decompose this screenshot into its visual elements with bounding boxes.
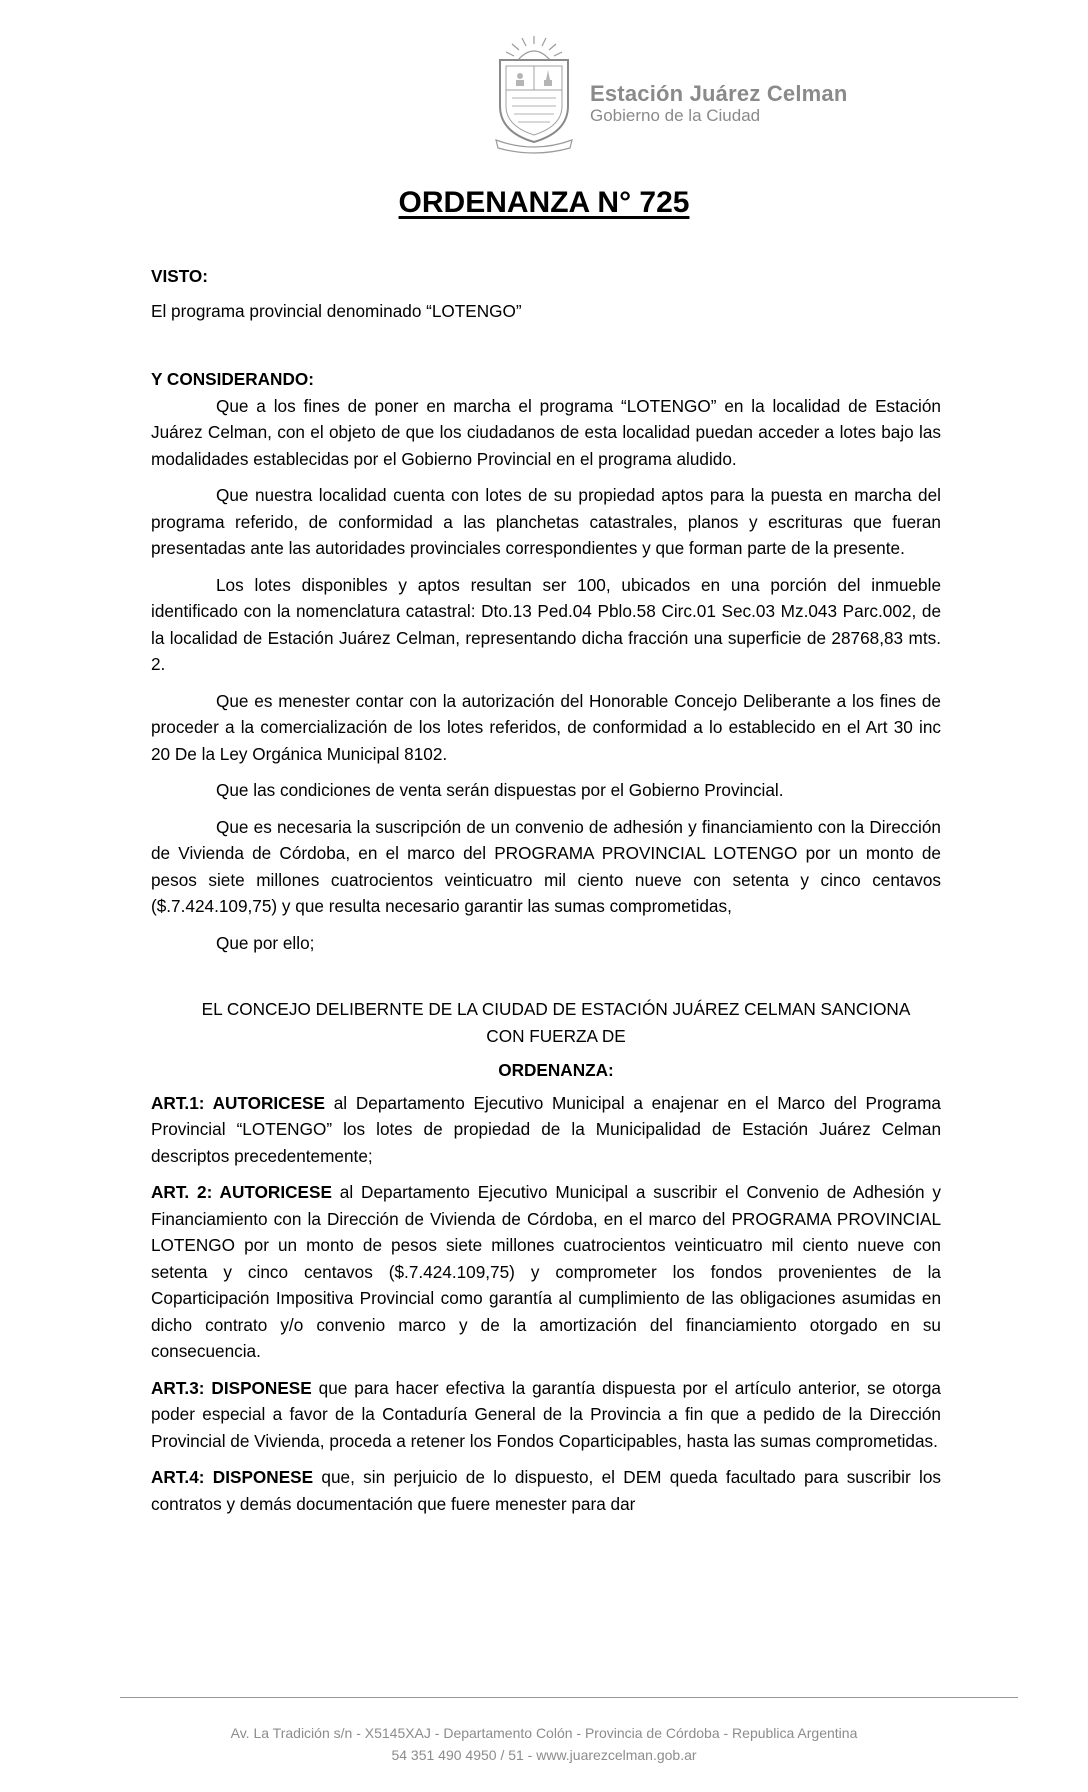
article-4: [151, 1464, 941, 1517]
considerando-paragraph: Que a los fines de poner en marcha el programa “LOTENGO” en la localidad de Estación Juárez Celman, con el objeto de que los ciudadanos de esta localidad puedan acceder a lotes bajo las modalidades establecidas por el Gobierno Provincial en el programa aludido.: [151, 395, 941, 469]
considerando-paragraph: Que nuestra localidad cuenta con lotes de su propiedad aptos para la puesta en marcha del programa referido, de conformidad a las planchetas catastrales, planos y escrituras que fueran presentadas ante las autoridades provinciales correspondientes y que forman parte de la presente.: [151, 485, 941, 558]
org-subtitle: Gobierno de la Ciudad: [590, 106, 761, 125]
considerando-paragraph: Que las condiciones de venta serán dispuestas por el Gobierno Provincial.: [216, 780, 784, 800]
article-label: ART.3: DISPONESE: [151, 1377, 312, 1398]
considerando-paragraph: Que por ello;: [216, 932, 315, 953]
considerando-paragraph: Los lotes disponibles y aptos resultan ser 100, ubicados en una porción del inmueble identificado con la nomenclatura catastral: Dto.13 Ped.04 Pblo.58 Circ.01 Sec.03 Mz.043 Parc.002, de la localidad de Estación Juárez Celman, representando dicha fracción una superficie de 28768,83 mts. 2.: [151, 574, 941, 674]
article-3: [151, 1375, 941, 1455]
coat-of-arms-logo: [492, 36, 576, 154]
considerando-paragraph: Que es necesaria la suscripción de un convenio de adhesión y financiamiento con la Dirección de Vivienda de Córdoba, en el marco del PROGRAMA PROVINCIAL LOTENGO por un monto de pesos siete millones cuatrocientos veinticuatro mil ciento nueve con setenta y cinco centavos ($.7.424.109,75) y que resulta necesario garantir las sumas comprometidas,: [151, 816, 941, 916]
article-label: ART.4: DISPONESE: [151, 1467, 314, 1487]
considerando-heading: Y CONSIDERANDO:: [151, 369, 314, 389]
article-2: [151, 1179, 941, 1365]
article-label: ART. 2: AUTORICESE: [151, 1182, 332, 1202]
footer-address: Av. La Tradición s/n - X5145XAJ - Departamento Colón - Provincia de Córdoba - Republica Argentina: [230, 1725, 858, 1741]
article-text: que, sin perjuicio de lo dispuesto, el DEM queda facultado para suscribir los contratos y demás documentación que fuere menester para dar: [151, 1467, 941, 1514]
footer-contact: 54 351 490 4950 / 51 - www.juarezcelman.gob.ar: [391, 1747, 697, 1763]
document-title: ORDENANZA N° 725: [398, 186, 690, 219]
considerando-paragraph: Que es menester contar con la autorización del Honorable Concejo Deliberante a los fines de proceder a la comercialización de los lotes referidos, de conformidad a lo establecido en el Art 30 inc 20 De la Ley Orgánica Municipal 8102.: [151, 690, 941, 764]
org-name: Estación Juárez Celman: [590, 81, 848, 106]
article-1: [151, 1090, 941, 1170]
sanciona-block: [151, 996, 941, 1084]
article-text: al Departamento Ejecutivo Municipal a suscribir el Convenio de Adhesión y Financiamiento con la Dirección de Vivienda de Córdoba, en el marco del PROGRAMA PROVINCIAL LOTENGO por un monto de pesos siete millones cuatrocientos veinticuatro mil ciento nueve con setenta y cinco centavos ($.7.424.109,75) y comprometer los fondos provenientes de la Coparticipación Impositiva Provincial como garantía al cumplimiento de las obligaciones asumidas en dicho contrato y/o convenio marco y de la amortización del financiamiento otorgado en su consecuencia.: [151, 1182, 941, 1361]
ordenanza-heading: ORDENANZA:: [498, 1060, 614, 1080]
article-label: ART.1: AUTORICESE: [151, 1092, 325, 1113]
article-text: al Departamento Ejecutivo Municipal a enajenar en el Marco del Programa Provincial “LOTENGO” los lotes de propiedad de la Municipalidad de Estación Juárez Celman descriptos precedentemente;: [151, 1092, 941, 1166]
letterhead: [492, 36, 872, 156]
brand-block: [590, 82, 848, 126]
footer: [0, 1722, 1088, 1766]
article-text: que para hacer efectiva la garantía dispuesta por el artículo anterior, se otorga poder especial a favor de la Contaduría General de la Provincia a fin que a pedido de la Dirección Provincial de Vivienda, proceda a retener los Fondos Coparticipables, hasta las sumas comprometidas.: [151, 1377, 941, 1451]
document-body: [151, 263, 941, 1517]
sanciona-line-2: CON FUERZA DE: [486, 1025, 626, 1046]
footer-divider: [120, 1697, 1018, 1698]
sanciona-line-1: EL CONCEJO DELIBERNTE DE LA CIUDAD DE ESTACIÓN JUÁREZ CELMAN SANCIONA: [201, 999, 911, 1019]
visto-text: El programa provincial denominado “LOTENGO”: [151, 300, 522, 321]
visto-heading: VISTO:: [151, 266, 208, 286]
